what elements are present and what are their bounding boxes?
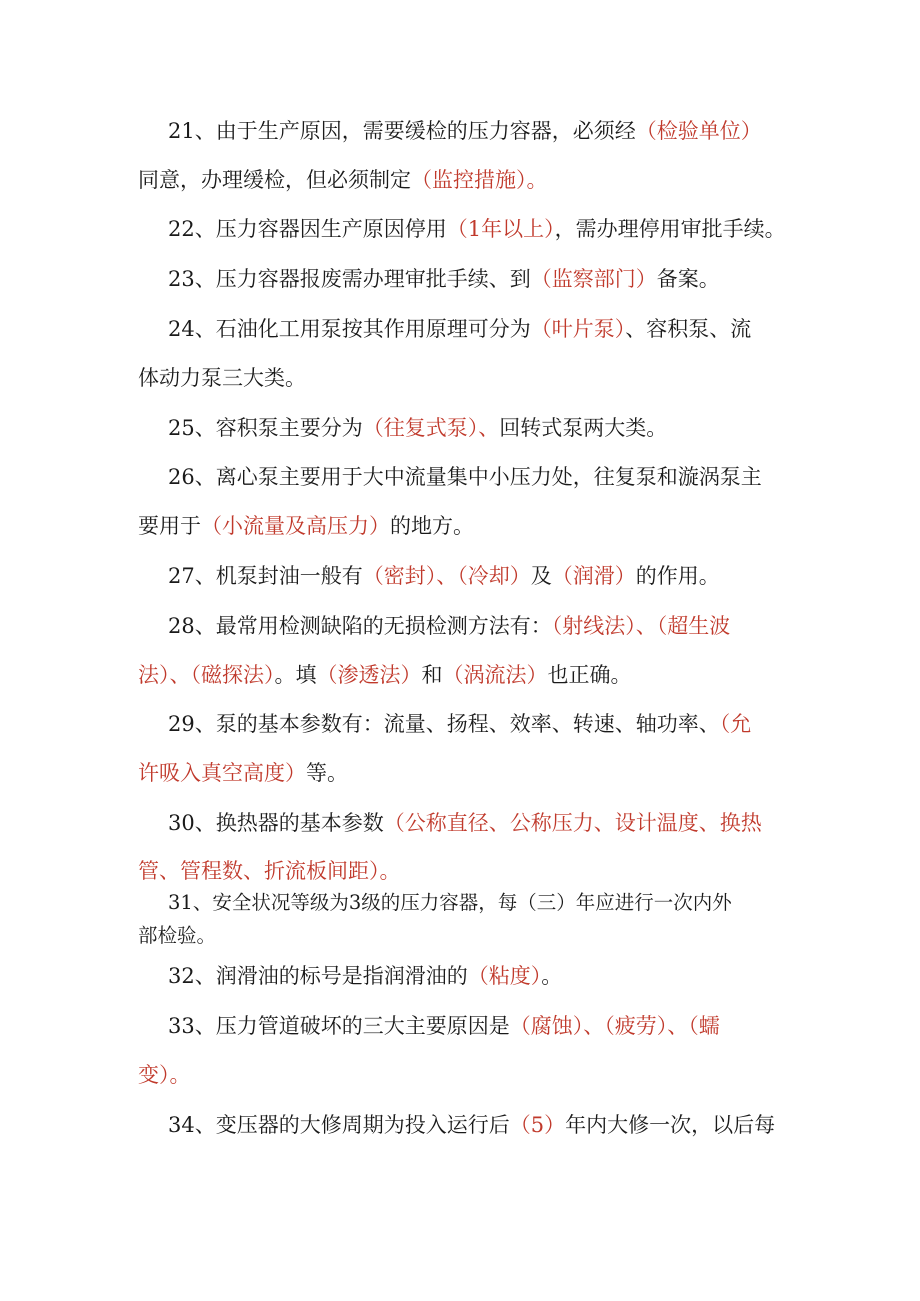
answer-text: （涡流法） xyxy=(442,663,548,687)
answer-text: （检验单位） xyxy=(635,119,762,143)
question-text: 的地方。 xyxy=(390,514,474,538)
item-27-line-1 xyxy=(168,561,788,591)
item-28-line-1 xyxy=(168,611,788,641)
item-22-line-1 xyxy=(168,214,788,244)
item-33-line-1 xyxy=(168,1011,788,1041)
question-text: 23、压力容器报废需办理审批手续、到 xyxy=(168,267,531,291)
answer-text: （5） xyxy=(509,1113,566,1137)
answer-text: （公称直径、公称压力、设计温度、换热 xyxy=(383,811,762,835)
item-25-line-1 xyxy=(168,413,788,443)
question-text: 部检验。 xyxy=(138,924,217,947)
item-33-line-2 xyxy=(138,1060,788,1090)
item-26-line-1 xyxy=(168,462,788,492)
answer-text: （小流量及高压力） xyxy=(201,514,390,538)
item-23-line-1 xyxy=(168,264,788,294)
answer-text: 许吸入真空高度） xyxy=(138,761,306,785)
item-29-line-2 xyxy=(138,758,788,788)
item-31-line-2 xyxy=(138,921,788,951)
question-text: 等。 xyxy=(306,761,348,785)
answer-text: （1年以上） xyxy=(446,217,555,241)
answer-text: （监察部门） xyxy=(530,267,657,291)
question-text: 26、离心泵主要用于大中流量集中小压力处，往复泵和漩涡泵主 xyxy=(168,465,762,489)
answer-text: （叶片泵） xyxy=(530,317,626,341)
item-26-line-2 xyxy=(138,511,788,541)
question-text: 体动力泵三大类。 xyxy=(138,366,306,390)
question-text: 的作用。 xyxy=(635,564,720,588)
question-text: 。填 xyxy=(274,663,317,687)
answer-text: 法）、（磁探法） xyxy=(138,663,275,687)
question-text: 34、变压器的大修周期为投入运行后 xyxy=(168,1113,510,1137)
question-text: 同意，办理缓检，但必须制定 xyxy=(138,168,411,192)
answer-text: （监控措施）。 xyxy=(411,168,548,192)
question-text: 备案。 xyxy=(656,267,720,291)
item-34-line-1 xyxy=(168,1110,788,1140)
item-29-line-1 xyxy=(168,709,788,739)
answer-text: 管、管程数、折流板间距）。 xyxy=(138,859,401,883)
question-text: 回转式泵两大类。 xyxy=(499,416,668,440)
answer-text: （往复式泵）、 xyxy=(362,416,500,440)
question-text: 22、压力容器因生产原因停用 xyxy=(168,217,447,241)
question-text: 也正确。 xyxy=(547,663,632,687)
question-text: 、容积泵、流 xyxy=(625,317,752,341)
item-28-line-2 xyxy=(138,660,788,690)
item-24-line-1 xyxy=(168,314,788,344)
question-text: 33、压力管道破坏的三大主要原因是 xyxy=(168,1014,510,1038)
question-text: 30、换热器的基本参数 xyxy=(168,811,384,835)
answer-text: （射线法）、（超生波 xyxy=(551,614,731,638)
answer-text: （粘度） xyxy=(467,964,542,988)
answer-text: （腐蚀）、（疲劳）、（蠕 xyxy=(509,1014,720,1038)
question-text: 21、由于生产原因，需要缓检的压力容器，必须经 xyxy=(168,119,636,143)
answer-text: （允 xyxy=(719,712,752,736)
question-text: 。 xyxy=(541,964,563,988)
item-30-line-2 xyxy=(138,856,788,886)
answer-text: （润滑） xyxy=(551,564,636,588)
question-text: 32、润滑油的标号是指润滑油的 xyxy=(168,964,468,988)
item-30-line-1 xyxy=(168,808,788,838)
question-text: 25、容积泵主要分为 xyxy=(168,416,363,440)
question-text: 及 xyxy=(530,564,552,588)
answer-text: （渗透法） xyxy=(316,663,422,687)
answer-text: （密封）、（冷却） xyxy=(362,564,531,588)
question-text: ，需办理停用审批手续。 xyxy=(554,217,786,241)
question-text: 27、机泵封油一般有 xyxy=(168,564,363,588)
question-text: 要用于 xyxy=(138,514,201,538)
question-text: 和 xyxy=(421,663,443,687)
answer-text: 变）。 xyxy=(138,1063,191,1087)
item-21-line-2 xyxy=(138,165,788,195)
item-24-line-2 xyxy=(138,363,788,393)
question-text: 31、安全状况等级为3级的压力容器，每（三）年应进行一次内外 xyxy=(168,891,732,914)
question-text: 28、最常用检测缺陷的无损检测方法有： xyxy=(168,614,552,638)
item-21-line-1 xyxy=(168,116,788,146)
question-text: 29、泵的基本参数有：流量、扬程、效率、转速、轴功率、 xyxy=(168,712,720,736)
item-31-line-1 xyxy=(168,888,788,918)
question-text: 年内大修一次，以后每 xyxy=(565,1113,776,1137)
item-32-line-1 xyxy=(168,961,788,991)
question-text: 24、石油化工用泵按其作用原理可分为 xyxy=(168,317,531,341)
